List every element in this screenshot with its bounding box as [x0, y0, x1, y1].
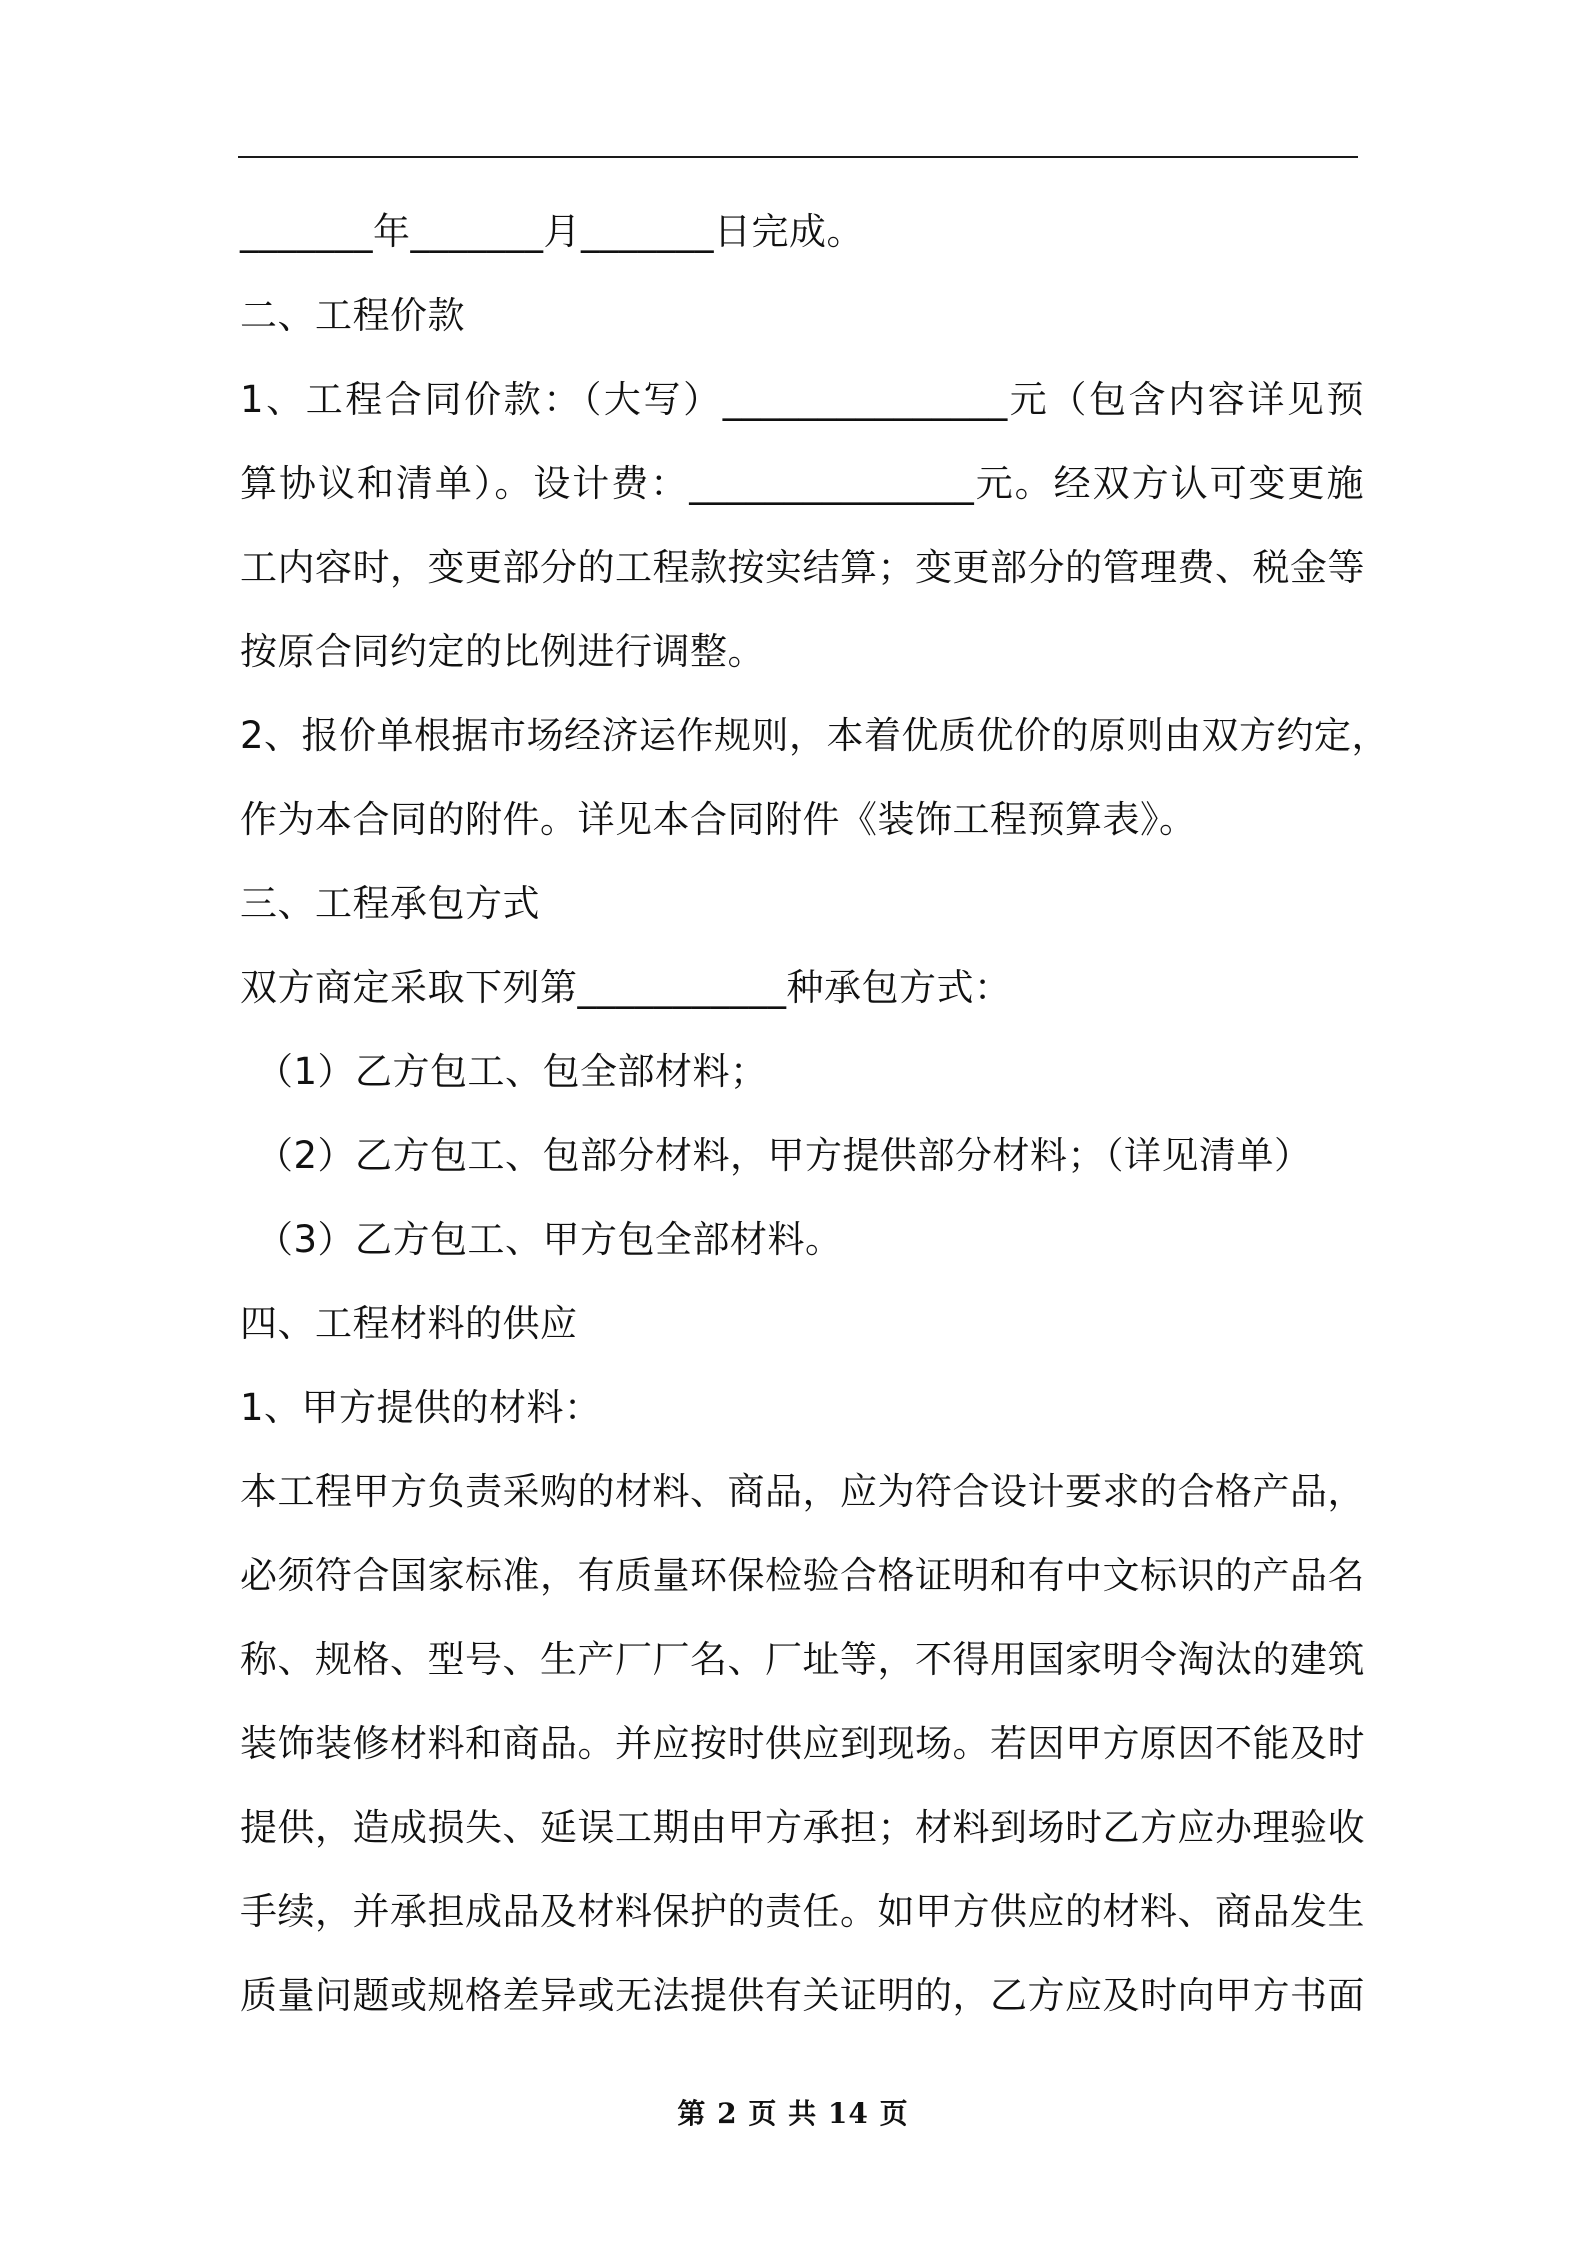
section-heading-contract-mode: 三、工程承包方式 — [240, 882, 540, 925]
document-body — [240, 190, 1390, 2038]
paragraph-line: 1、工程合同价款：（大写）_______________元（包含内容详见预 — [240, 378, 1364, 421]
paragraph-line: 提供，造成损失、延误工期由甲方承担；材料到场时乙方应办理验收 — [240, 1806, 1365, 1849]
paragraph-line: 算协议和清单）。设计费：_______________元。经双方认可变更施 — [240, 462, 1364, 505]
list-item: （1）乙方包工、包全部材料； — [256, 1050, 768, 1093]
subsection-heading: 1、甲方提供的材料： — [240, 1386, 602, 1429]
header-rule — [238, 156, 1358, 158]
date-completion-line: _______年_______月_______日完成。 — [240, 210, 864, 253]
paragraph-line: 双方商定采取下列第___________种承包方式： — [240, 966, 1012, 1009]
paragraph-line: 手续，并承担成品及材料保护的责任。如甲方供应的材料、商品发生 — [240, 1890, 1365, 1933]
list-item: （3）乙方包工、甲方包全部材料。 — [256, 1218, 843, 1261]
paragraph-line: 必须符合国家标准，有质量环保检验合格证明和有中文标识的产品名 — [240, 1554, 1365, 1597]
paragraph-line: 本工程甲方负责采购的材料、商品，应为符合设计要求的合格产品， — [240, 1470, 1365, 1513]
paragraph-line: 2、报价单根据市场经济运作规则，本着优质优价的原则由双方约定， — [240, 714, 1390, 757]
paragraph-line: 装饰装修材料和商品。并应按时供应到现场。若因甲方原因不能及时 — [240, 1722, 1365, 1765]
list-item: （2）乙方包工、包部分材料，甲方提供部分材料；（详见清单） — [256, 1134, 1312, 1177]
paragraph-line: 称、规格、型号、生产厂厂名、厂址等，不得用国家明令淘汰的建筑 — [240, 1638, 1365, 1681]
paragraph-line: 质量问题或规格差异或无法提供有关证明的，乙方应及时向甲方书面 — [240, 1974, 1365, 2017]
paragraph-line: 按原合同约定的比例进行调整。 — [240, 630, 765, 673]
page-number-footer: 第 2 页 共 14 页 — [677, 2097, 909, 2130]
paragraph-line: 工内容时，变更部分的工程款按实结算；变更部分的管理费、税金等 — [240, 546, 1365, 589]
section-heading-project-price: 二、工程价款 — [240, 294, 465, 337]
section-heading-material-supply: 四、工程材料的供应 — [240, 1302, 578, 1345]
paragraph-line: 作为本合同的附件。详见本合同附件《装饰工程预算表》。 — [240, 798, 1197, 841]
